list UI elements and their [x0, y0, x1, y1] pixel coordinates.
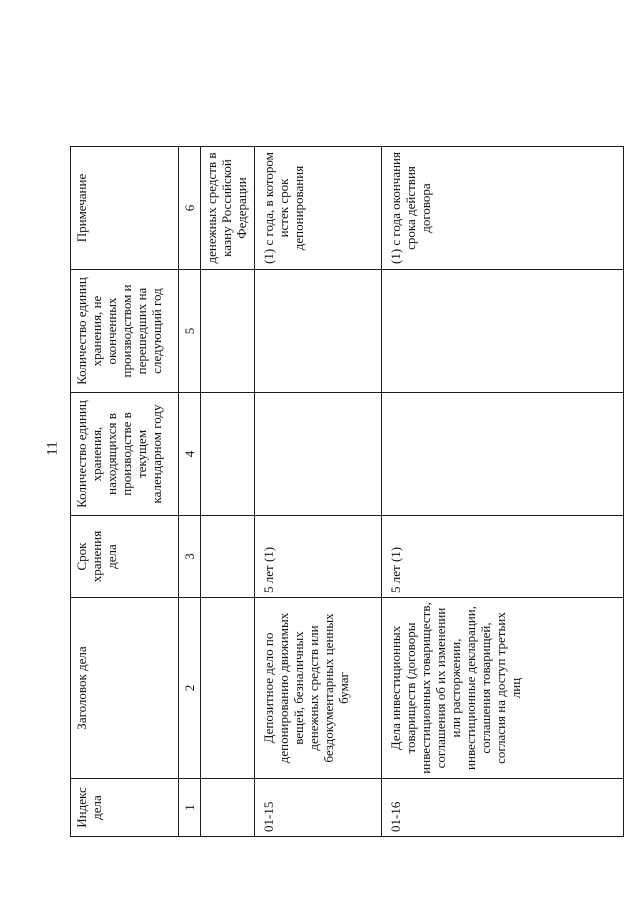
header-row — [71, 147, 179, 837]
row-term: 5 лет (1) — [382, 516, 624, 598]
row-note: (1) с года окончания срока действия договора — [382, 147, 624, 270]
table-row — [382, 147, 624, 837]
row-title — [201, 598, 255, 779]
nomenclature-table — [70, 146, 624, 837]
row-note: (1) с года, в котором истек срок депонирования — [255, 147, 382, 270]
row-count-current — [201, 393, 255, 516]
header-title: Заголовок дела — [71, 598, 179, 779]
row-term — [201, 516, 255, 598]
row-note: денежных средств в казну Российской Федерации — [201, 147, 255, 270]
row-count-next — [201, 270, 255, 393]
column-number: 5 — [179, 270, 201, 393]
header-count-next: Количество единиц хранения, не оконченных производством и перешедших на следующий год — [71, 270, 179, 393]
row-index: 01-16 — [382, 779, 624, 837]
row-title: Дела инвестиционных товариществ (договоры инвестиционных товариществ, соглашения об их изменении или расторжении, инвестиционные декларации, соглашения товарищей, согласия на доступ третьих лиц — [382, 598, 624, 779]
column-number: 2 — [179, 598, 201, 779]
table-row — [255, 147, 382, 837]
header-count-current: Количество единиц хранения, находящихся в производстве в текущем календарном году — [71, 393, 179, 516]
column-number-row — [179, 147, 201, 837]
column-number: 4 — [179, 393, 201, 516]
row-term: 5 лет (1) — [255, 516, 382, 598]
row-count-next — [382, 270, 624, 393]
row-count-current — [382, 393, 624, 516]
table-row — [201, 147, 255, 837]
header-term: Срок хранения дела — [71, 516, 179, 598]
nomenclature-table-wrapper — [70, 147, 624, 837]
column-number: 6 — [179, 147, 201, 270]
header-index: Индекс дела — [71, 779, 179, 837]
column-number: 1 — [179, 779, 201, 837]
row-count-next — [255, 270, 382, 393]
row-count-current — [255, 393, 382, 516]
page-number: 11 — [44, 441, 61, 456]
row-index — [201, 779, 255, 837]
row-title: Депозитное дело по депонированию движимых вещей, безналичных денежных средств или бездокументарных ценных бумаг — [255, 598, 382, 779]
header-note: Примечание — [71, 147, 179, 270]
row-index: 01-15 — [255, 779, 382, 837]
column-number: 3 — [179, 516, 201, 598]
